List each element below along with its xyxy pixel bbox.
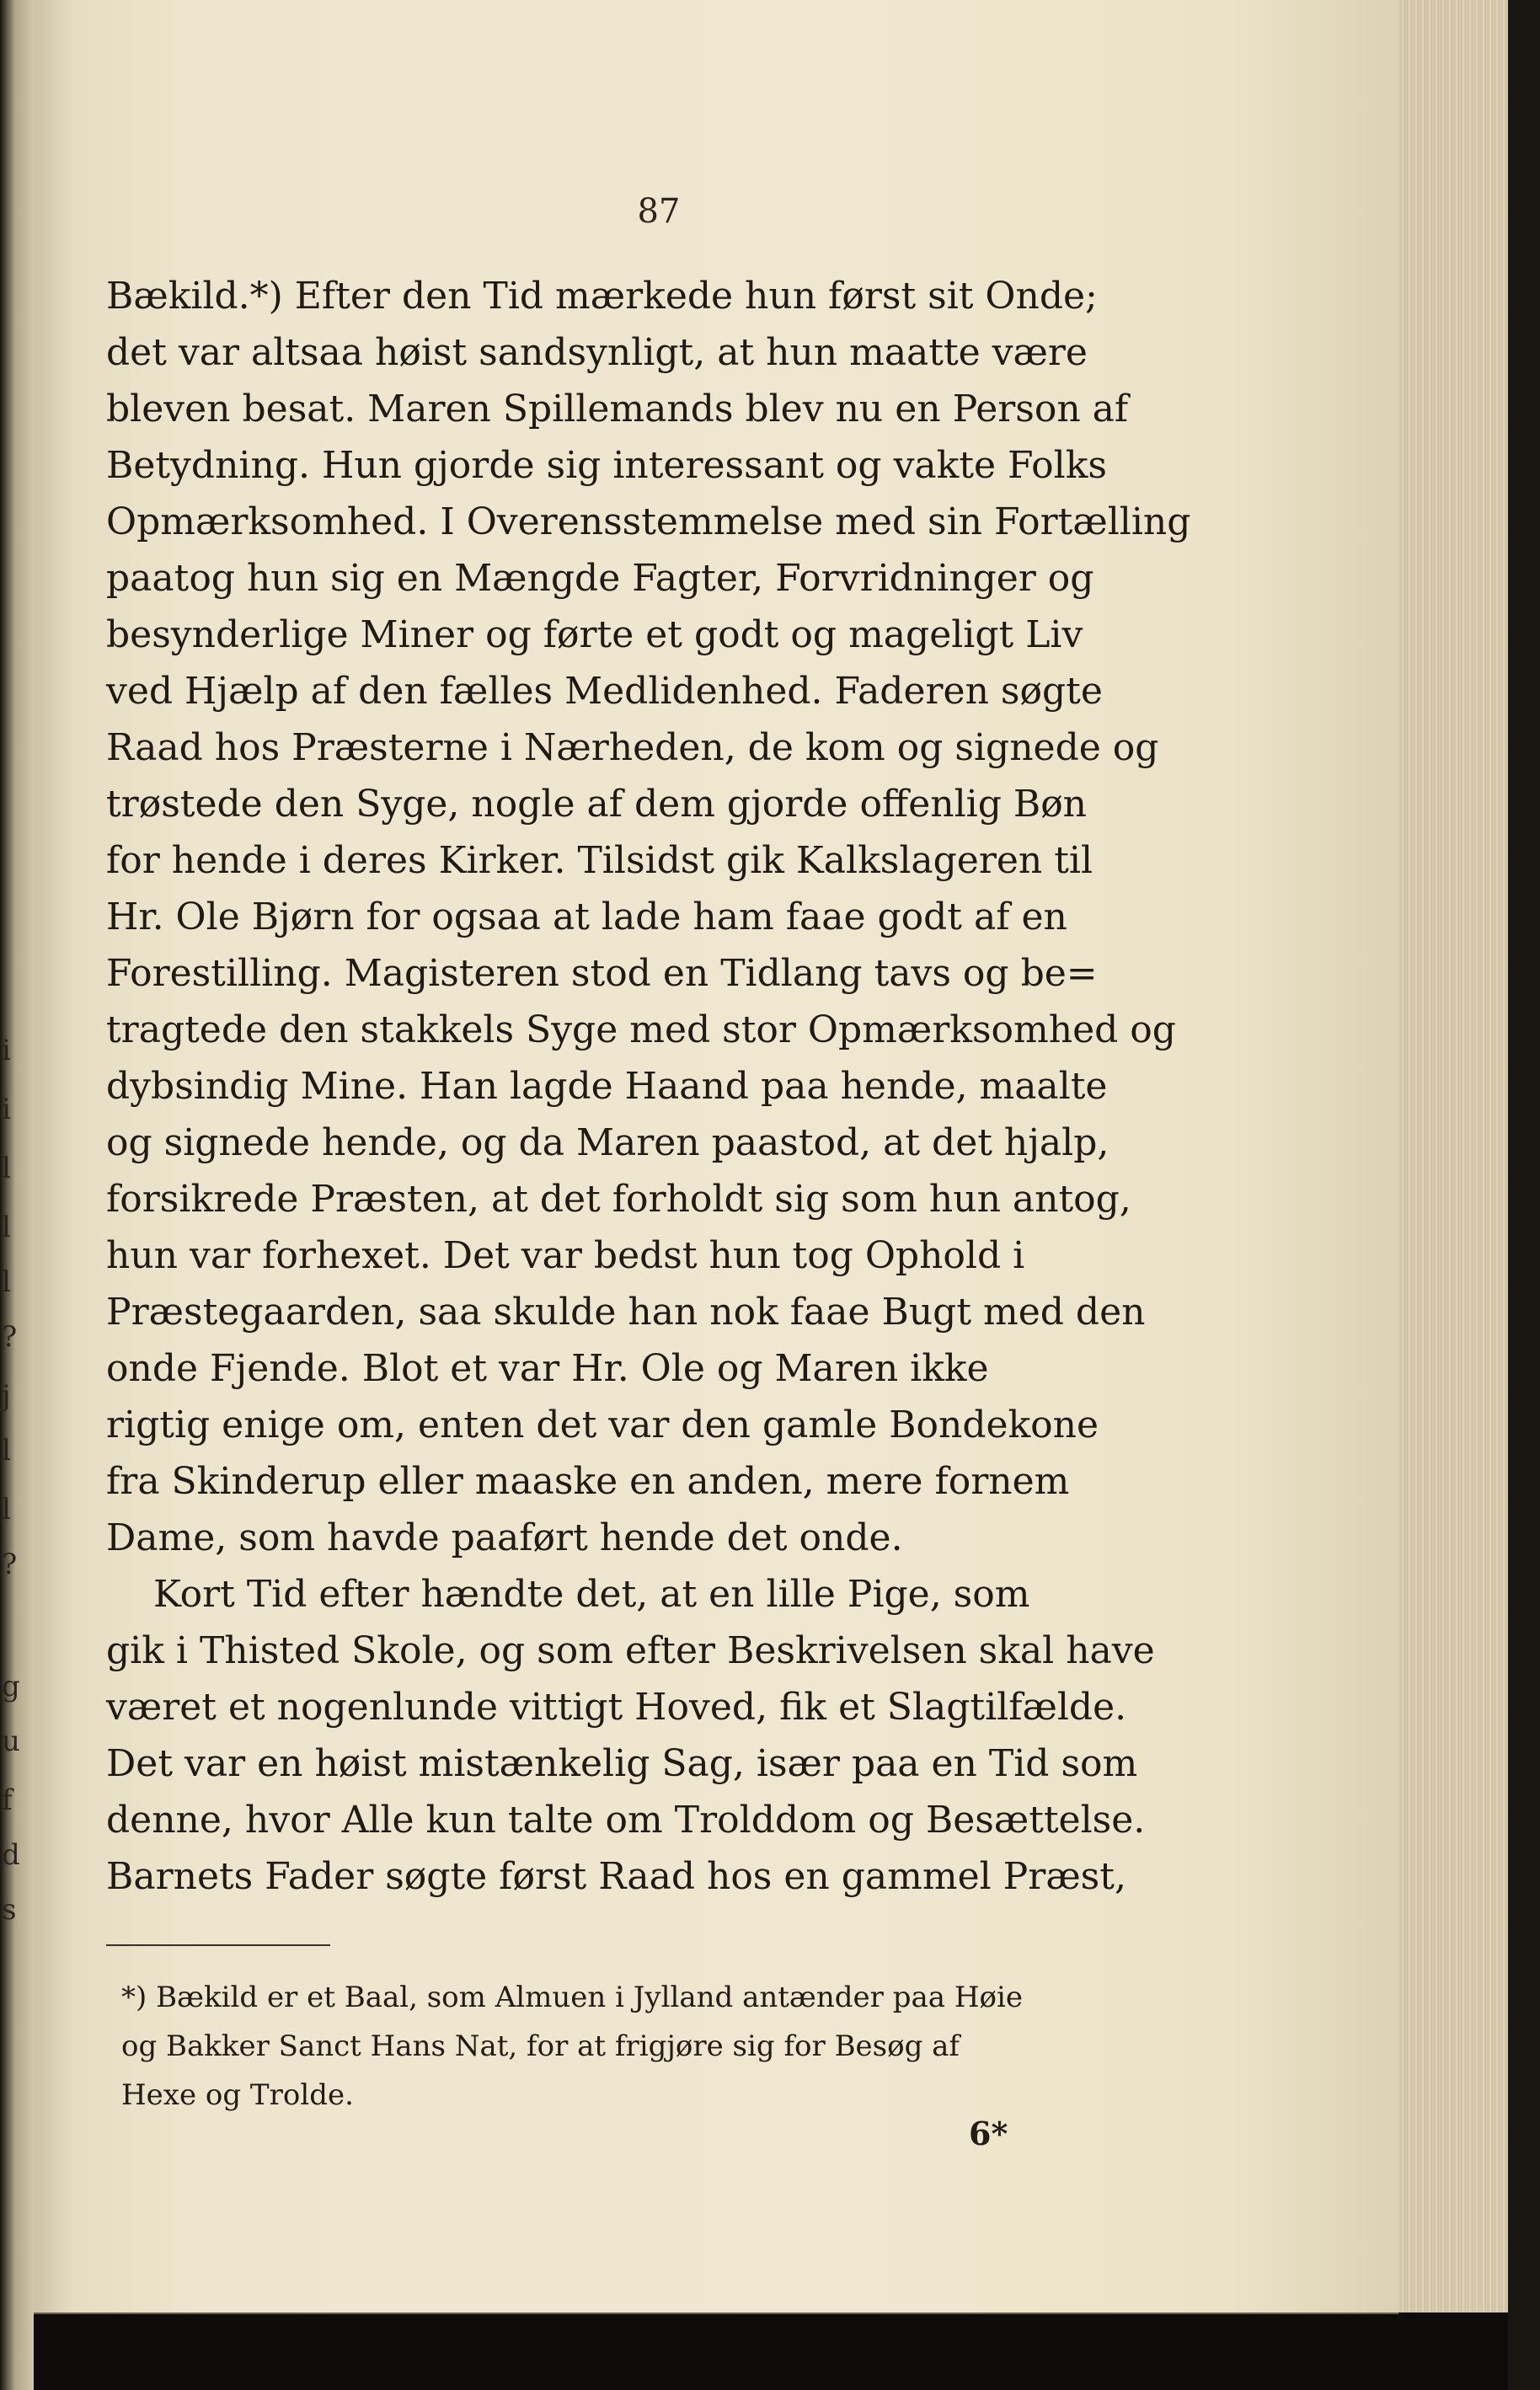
text-line: været et nogenlunde vittigt Hoved, fik et Slagtilfælde.: [106, 1686, 1127, 1729]
text-line: Bækild.*) Efter den Tid mærkede hun først sit Onde;: [106, 275, 1098, 318]
text-line: dybsindig Mine. Han lagde Haand paa hende, maalte: [106, 1065, 1108, 1108]
edge-glyph: g: [2, 1670, 20, 1703]
page-number: 87: [637, 192, 681, 231]
edge-glyph: i: [2, 1093, 11, 1126]
text-line: trøstede den Syge, nogle af dem gjorde offenlig Bøn: [106, 783, 1088, 826]
book-page: [34, 0, 1398, 2314]
footnote: [121, 1973, 1191, 2120]
body-text: [106, 268, 1193, 1905]
text-line: onde Fjende. Blot et var Hr. Ole og Maren ikke: [106, 1347, 989, 1390]
footnote-line: og Bakker Sanct Hans Nat, for at frigjøre sig for Besøg af: [121, 2029, 960, 2063]
text-line: tragtede den stakkels Syge med stor Opmærksomhed og: [106, 1008, 1176, 1051]
text-line: Opmærksomhed. I Overensstemmelse med sin Fortælling: [106, 500, 1191, 543]
text-line: bleven besat. Maren Spillemands blev nu en Person af: [106, 388, 1129, 430]
paragraph-start-line: Kort Tid efter hændte det, at en lille Pige, som: [106, 1573, 1030, 1616]
edge-glyph: j: [2, 1379, 11, 1413]
text-line: Raad hos Præsterne i Nærheden, de kom og signede og: [106, 726, 1159, 769]
text-line: ved Hjælp af den fælles Medlidenhed. Faderen søgte: [106, 670, 1103, 713]
text-line: gik i Thisted Skole, og som efter Beskrivelsen skal have: [106, 1629, 1155, 1672]
footnote-divider: [106, 1944, 330, 1946]
book-page-block-edge: [1398, 0, 1508, 2312]
edge-glyph: d: [2, 1838, 20, 1872]
text-line: Barnets Fader søgte først Raad hos en gammel Præst,: [106, 1855, 1126, 1898]
text-line: for hende i deres Kirker. Tilsidst gik Kalkslageren til: [106, 839, 1094, 882]
text-line: denne, hvor Alle kun talte om Trolddom og Besættelse.: [106, 1799, 1146, 1842]
text-line: Betydning. Hun gjorde sig interessant og vakte Folks: [106, 444, 1107, 487]
edge-glyph: ?: [2, 1548, 18, 1581]
edge-glyph: i: [2, 1034, 11, 1067]
text-line: fra Skinderup eller maaske en anden, mere fornem: [106, 1460, 1070, 1503]
text-line: Det var en høist mistænkelig Sag, især paa en Tid som: [106, 1742, 1138, 1785]
edge-glyph: f: [2, 1783, 13, 1817]
text-line: og signede hende, og da Maren paastod, at det hjalp,: [106, 1121, 1110, 1164]
edge-glyph: ?: [2, 1320, 18, 1354]
text-line: rigtig enige om, enten det var den gamle Bondekone: [106, 1404, 1099, 1446]
printer-signature-mark: 6*: [969, 2115, 1008, 2152]
footnote-line: *) Bækild er et Baal, som Almuen i Jylland antænder paa Høie: [121, 1981, 1023, 2014]
edge-glyph: l: [2, 1265, 11, 1299]
text-line: Præstegaarden, saa skulde han nok faae Bugt med den: [106, 1291, 1146, 1334]
edge-glyph: l: [2, 1434, 11, 1468]
text-line: Dame, som havde paaført hende det onde.: [106, 1516, 903, 1559]
text-line: hun var forhexet. Det var bedst hun tog Ophold i: [106, 1234, 1025, 1277]
edge-glyph: u: [2, 1724, 20, 1758]
adjacent-page-edge: [0, 0, 34, 2390]
edge-glyph: l: [2, 1493, 11, 1526]
edge-glyph: l: [2, 1211, 11, 1244]
text-line: paatog hun sig en Mængde Fagter, Forvridninger og: [106, 557, 1094, 600]
text-line: det var altsaa høist sandsynligt, at hun maatte være: [106, 331, 1088, 374]
text-line: besynderlige Miner og førte et godt og mageligt Liv: [106, 613, 1083, 656]
text-line: forsikrede Præsten, at det forholdt sig som hun antog,: [106, 1178, 1131, 1221]
edge-glyph: l: [2, 1152, 11, 1185]
text-line: Forestilling. Magisteren stod en Tidlang tavs og be=: [106, 952, 1098, 995]
edge-glyph: s: [2, 1893, 17, 1927]
background-edge: [1508, 0, 1540, 2390]
text-line: Hr. Ole Bjørn for ogsaa at lade ham faae godt af en: [106, 896, 1067, 938]
footnote-line: Hexe og Trolde.: [121, 2078, 354, 2112]
